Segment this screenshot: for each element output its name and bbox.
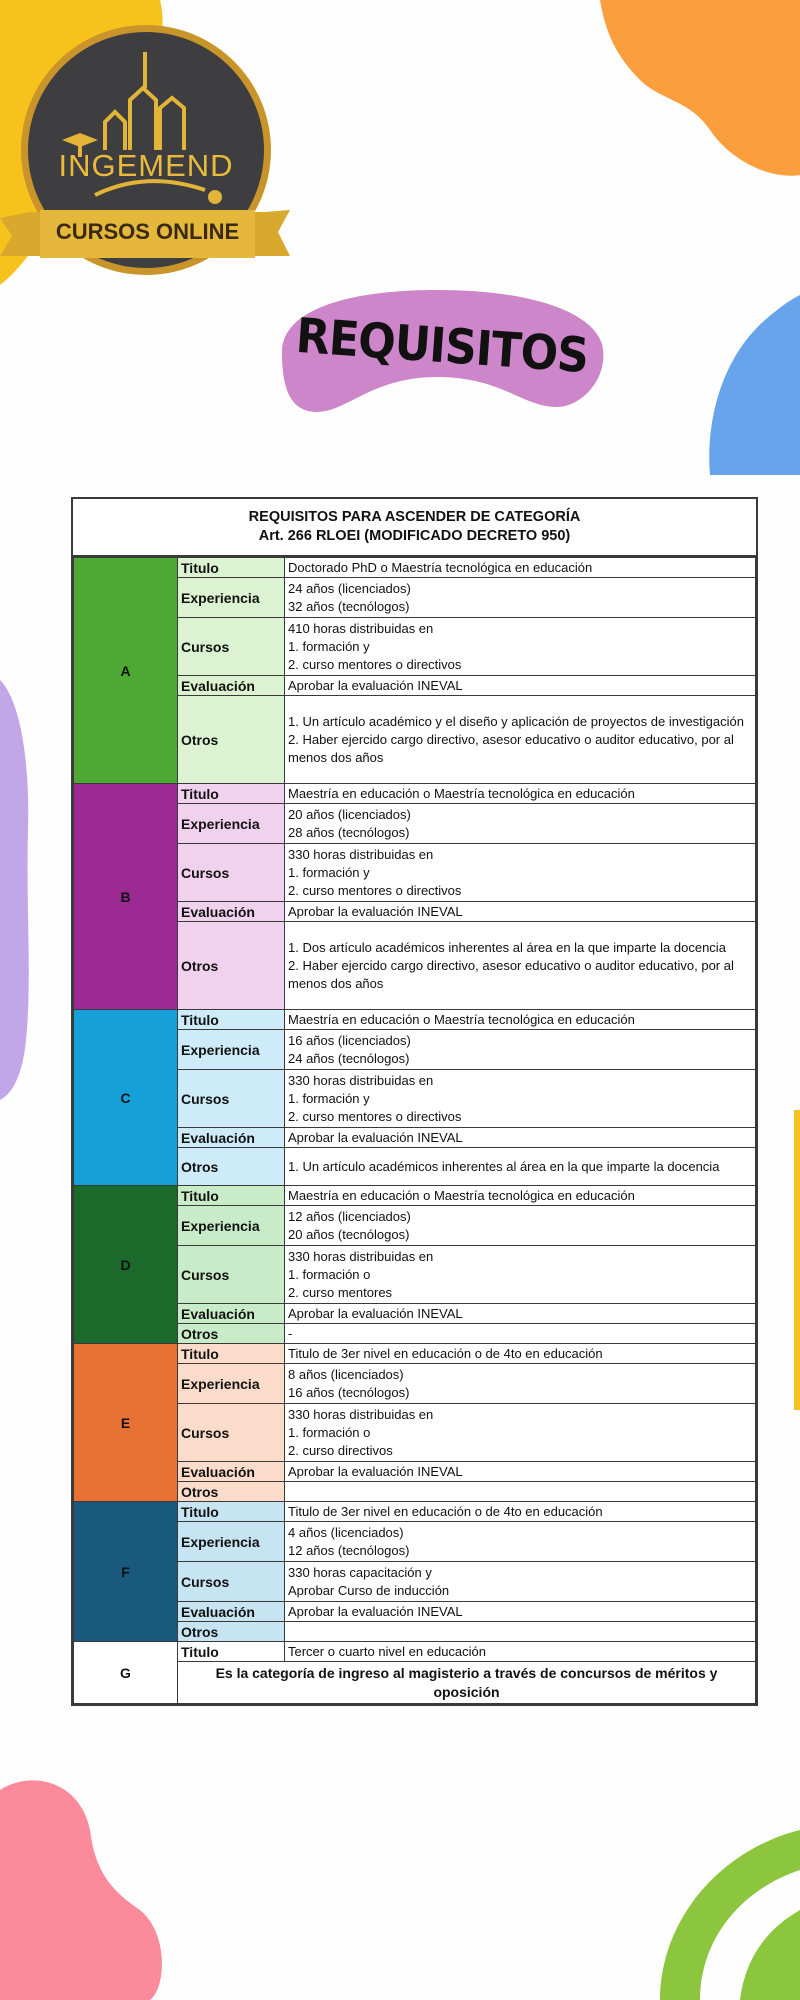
blue-blob-decoration bbox=[705, 295, 800, 475]
requirement-label: Titulo bbox=[178, 1186, 285, 1206]
category-letter: D bbox=[74, 1186, 178, 1344]
requirement-label: Otros bbox=[178, 1148, 285, 1186]
requirement-value: 4 años (licenciados) 12 años (tecnólogos) bbox=[285, 1522, 756, 1562]
requirement-value: Tercer o cuarto nivel en educación bbox=[285, 1642, 756, 1662]
requirement-value: 1. Un artículo académicos inherentes al área en la que imparte la docencia bbox=[285, 1148, 756, 1186]
requirement-label: Experiencia bbox=[178, 804, 285, 844]
requirement-value: Aprobar la evaluación INEVAL bbox=[285, 902, 756, 922]
category-letter: G bbox=[74, 1642, 178, 1704]
document-title: REQUISITOS PARA ASCENDER DE CATEGORÍA bbox=[248, 509, 581, 525]
table-row bbox=[74, 1344, 756, 1364]
table-row bbox=[74, 1186, 756, 1206]
yellow-strip-decoration bbox=[794, 1110, 800, 1410]
category-letter: E bbox=[74, 1344, 178, 1502]
requirement-label: Experiencia bbox=[178, 1030, 285, 1070]
requirement-value: Titulo de 3er nivel en educación o de 4to en educación bbox=[285, 1344, 756, 1364]
requirement-label: Evaluación bbox=[178, 1462, 285, 1482]
brand-name: INGEMEND bbox=[58, 148, 234, 183]
requirement-value: Aprobar la evaluación INEVAL bbox=[285, 1304, 756, 1324]
requirement-label: Otros bbox=[178, 1324, 285, 1344]
requirement-label: Cursos bbox=[178, 1070, 285, 1128]
requirement-value: 330 horas distribuidas en 1. formación o 2. curso directivos bbox=[285, 1404, 756, 1462]
pink-blob-decoration bbox=[0, 1770, 170, 2000]
requirement-value bbox=[285, 1482, 756, 1502]
requirement-value: Aprobar la evaluación INEVAL bbox=[285, 1462, 756, 1482]
category-letter: C bbox=[74, 1010, 178, 1186]
requirement-value: Doctorado PhD o Maestría tecnológica en educación bbox=[285, 558, 756, 578]
requirement-label: Otros bbox=[178, 922, 285, 1010]
orange-blob-decoration bbox=[600, 0, 800, 180]
requirement-value: 330 horas distribuidas en 1. formación y 2. curso mentores o directivos bbox=[285, 844, 756, 902]
table-row bbox=[74, 1502, 756, 1522]
requirement-value: 12 años (licenciados) 20 años (tecnólogos) bbox=[285, 1206, 756, 1246]
requirement-label: Evaluación bbox=[178, 1128, 285, 1148]
logo-badge bbox=[0, 0, 300, 290]
requirement-label: Cursos bbox=[178, 618, 285, 676]
requirement-label: Evaluación bbox=[178, 902, 285, 922]
requirement-value: - bbox=[285, 1324, 756, 1344]
requirement-label: Titulo bbox=[178, 1642, 285, 1662]
requirement-value: Aprobar la evaluación INEVAL bbox=[285, 1602, 756, 1622]
requirement-label: Evaluación bbox=[178, 1304, 285, 1324]
requirement-label: Experiencia bbox=[178, 1522, 285, 1562]
requirement-label: Evaluación bbox=[178, 676, 285, 696]
banner-title: REQUISITOS bbox=[294, 307, 590, 385]
requirement-label: Titulo bbox=[178, 558, 285, 578]
requirement-value: 410 horas distribuidas en 1. formación y 2. curso mentores o directivos bbox=[285, 618, 756, 676]
requirement-value: Maestría en educación o Maestría tecnológica en educación bbox=[285, 1010, 756, 1030]
requirement-label: Titulo bbox=[178, 1344, 285, 1364]
requirement-value: 330 horas distribuidas en 1. formación o 2. curso mentores bbox=[285, 1246, 756, 1304]
document-header bbox=[73, 499, 756, 557]
brand-tagline: CURSOS ONLINE bbox=[55, 219, 240, 244]
requirement-value bbox=[285, 1622, 756, 1642]
requirement-label: Otros bbox=[178, 1622, 285, 1642]
requirement-label: Titulo bbox=[178, 1502, 285, 1522]
requirement-value: Maestría en educación o Maestría tecnológica en educación bbox=[285, 784, 756, 804]
requirement-value: 24 años (licenciados) 32 años (tecnólogos) bbox=[285, 578, 756, 618]
requisitos-banner bbox=[262, 282, 612, 432]
category-letter: F bbox=[74, 1502, 178, 1642]
brand-logo bbox=[0, 0, 300, 290]
table-row bbox=[74, 1642, 756, 1662]
requirement-label: Cursos bbox=[178, 1246, 285, 1304]
category-letter: A bbox=[74, 558, 178, 784]
requirement-label: Cursos bbox=[178, 1404, 285, 1462]
lavender-blob-decoration bbox=[0, 680, 40, 1100]
requirement-label: Titulo bbox=[178, 784, 285, 804]
requirement-value: 8 años (licenciados) 16 años (tecnólogos) bbox=[285, 1364, 756, 1404]
requirement-label: Otros bbox=[178, 1482, 285, 1502]
requirement-label: Experiencia bbox=[178, 1206, 285, 1246]
requirements-table-body bbox=[74, 558, 756, 1704]
requirement-value: Maestría en educación o Maestría tecnológica en educación bbox=[285, 1186, 756, 1206]
requirement-label: Cursos bbox=[178, 1562, 285, 1602]
requirement-value: 1. Un artículo académico y el diseño y aplicación de proyectos de investigación 2. Haber ejercido cargo directivo, asesor educativo o auditor educativo, por al menos dos años bbox=[285, 696, 756, 784]
table-row bbox=[74, 558, 756, 578]
table-row bbox=[74, 1010, 756, 1030]
category-g-note: Es la categoría de ingreso al magisterio a través de concursos de méritos y oposición bbox=[178, 1662, 756, 1704]
category-letter: B bbox=[74, 784, 178, 1010]
requirement-value: Aprobar la evaluación INEVAL bbox=[285, 1128, 756, 1148]
requirement-label: Experiencia bbox=[178, 578, 285, 618]
requirements-document bbox=[71, 497, 758, 1706]
requirement-label: Otros bbox=[178, 696, 285, 784]
requirement-value: Aprobar la evaluación INEVAL bbox=[285, 676, 756, 696]
requirement-label: Evaluación bbox=[178, 1602, 285, 1622]
table-row bbox=[74, 784, 756, 804]
requirement-value: 1. Dos artículo académicos inherentes al área en la que imparte la docencia 2. Haber ejercido cargo directivo, asesor educativo o auditor educativo, por al menos dos años bbox=[285, 922, 756, 1010]
requirement-label: Titulo bbox=[178, 1010, 285, 1030]
requirements-table bbox=[73, 557, 756, 1704]
requirement-value: 16 años (licenciados) 24 años (tecnólogos) bbox=[285, 1030, 756, 1070]
requirement-value: 330 horas capacitación y Aprobar Curso de inducción bbox=[285, 1562, 756, 1602]
requirement-value: 330 horas distribuidas en 1. formación y 2. curso mentores o directivos bbox=[285, 1070, 756, 1128]
requirement-label: Cursos bbox=[178, 844, 285, 902]
green-blob-decoration bbox=[640, 1810, 800, 2000]
requirement-value: Titulo de 3er nivel en educación o de 4to en educación bbox=[285, 1502, 756, 1522]
requirement-label: Experiencia bbox=[178, 1364, 285, 1404]
document-subtitle: Art. 266 RLOEI (MODIFICADO DECRETO 950) bbox=[258, 528, 571, 544]
requirement-value: 20 años (licenciados) 28 años (tecnólogos) bbox=[285, 804, 756, 844]
